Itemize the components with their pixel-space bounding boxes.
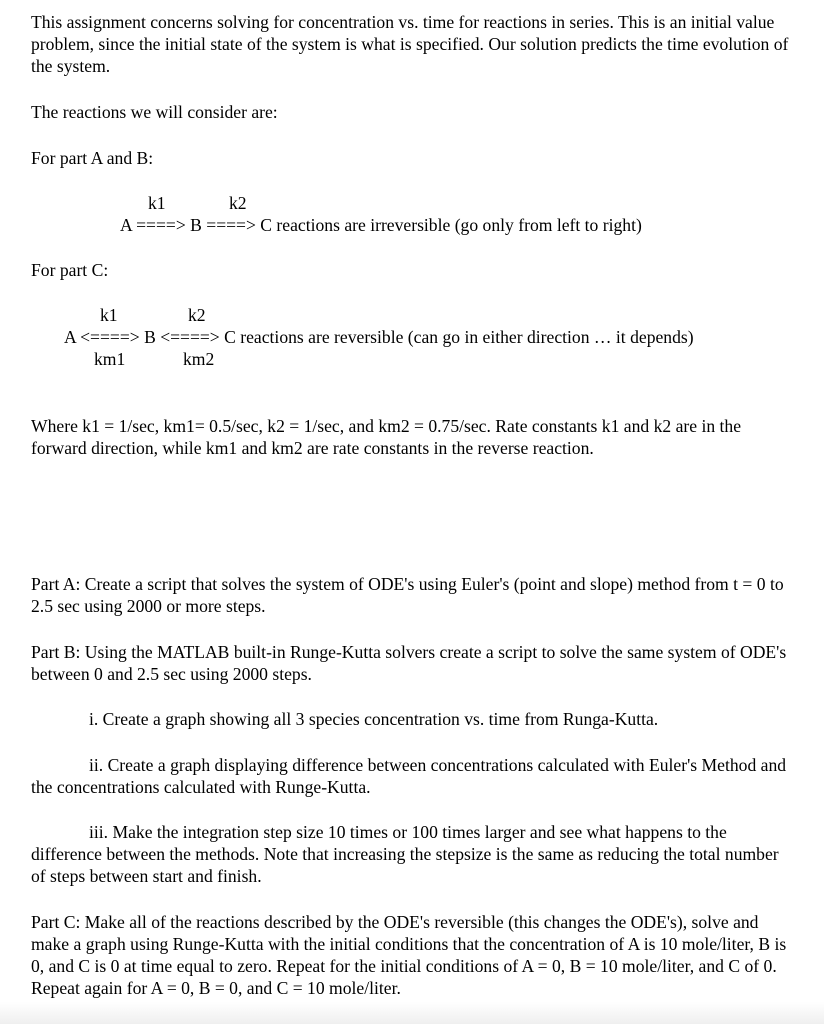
part-c-heading: For part C: (31, 260, 109, 280)
scheme2-km2-label: km2 (183, 349, 215, 369)
scheme2-equation: A <====> B <====> C reactions are reversible (can go in either direction … it depends) (64, 327, 694, 347)
part-b-item-ii: ii. Create a graph displaying difference between concentrations calculated with Euler's Method and the concentrations calculated with Runge-Kutta. (31, 755, 787, 797)
rate-constants-paragraph: Where k1 = 1/sec, km1= 0.5/sec, k2 = 1/sec, and km2 = 0.75/sec. Rate constants k1 and k2 are in the forward direction, while km1 and km2 are rate constants in the reverse reaction. (31, 416, 742, 458)
scheme1-k2-label: k2 (229, 193, 247, 213)
part-c-paragraph: Part C: Make all of the reactions described by the ODE's reversible (this changes the ODE's), solve and make a graph using Runge-Kutta with the initial conditions that the concentration of A is 10 mole/liter, B is 0, and C is 0 at time equal to zero. Repeat for the initial conditions of A = 0, B = 10 mole/liter, and C of 0. Repeat again for A = 0, B = 0, and C = 10 mole/liter. (31, 912, 787, 998)
reactions-intro: The reactions we will consider are: (31, 102, 278, 122)
scheme2-k1-label: k1 (100, 305, 118, 325)
intro-paragraph: This assignment concerns solving for concentration vs. time for reactions in series. This is an initial value problem, since the initial state of the system is what is specified. Our solution predicts the time evolution of the system. (31, 12, 789, 76)
part-a-paragraph: Part A: Create a script that solves the system of ODE's using Euler's (point and slope) method from t = 0 to 2.5 sec using 2000 or more steps. (31, 574, 784, 616)
part-b-item-i: i. Create a graph showing all 3 species concentration vs. time from Runga-Kutta. (89, 709, 659, 729)
scheme1-equation: A ====> B ====> C reactions are irreversible (go only from left to right) (120, 215, 642, 235)
part-b-paragraph: Part B: Using the MATLAB built-in Runge-Kutta solvers create a script to solve the same system of ODE's between 0 and 2.5 sec using 2000 steps. (31, 642, 787, 684)
page-bottom-fade (0, 1002, 824, 1024)
scheme2-km1-label: km1 (94, 349, 126, 369)
part-b-item-iii: iii. Make the integration step size 10 times or 100 times larger and see what happens to the difference between the methods. Note that increasing the stepsize is the same as reducing the total number of steps between start and finish. (31, 822, 779, 886)
scheme1-k1-label: k1 (148, 193, 166, 213)
scheme2-k2-label: k2 (188, 305, 206, 325)
part-ab-heading: For part A and B: (31, 148, 154, 168)
